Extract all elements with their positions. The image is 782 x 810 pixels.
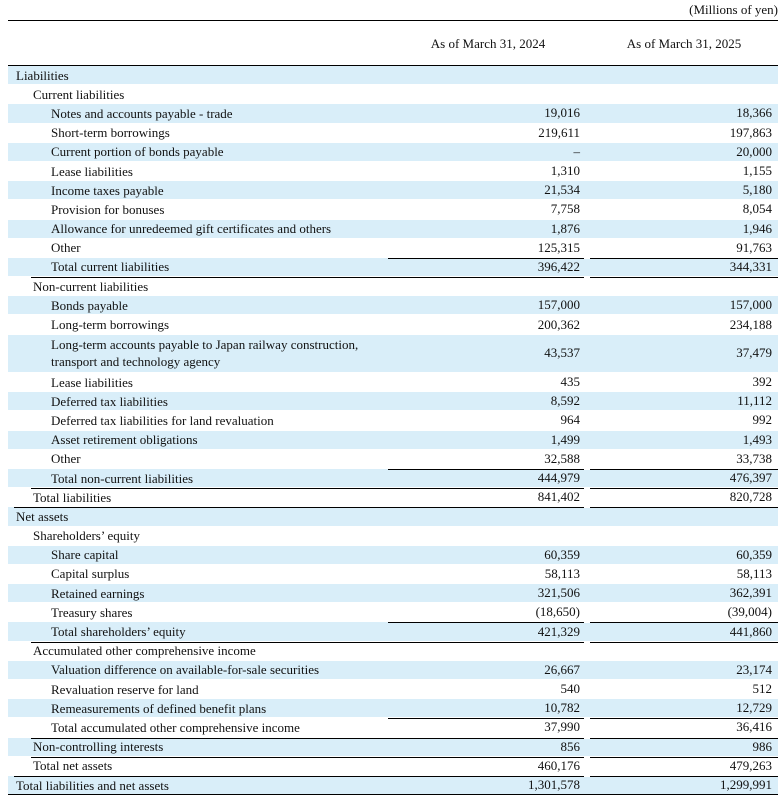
row-label: Current portion of bonds payable	[51, 144, 224, 160]
value-2025	[590, 642, 772, 660]
rule-line	[388, 718, 778, 719]
value-2024: 43,537	[544, 345, 580, 361]
value-2024: 7,758	[550, 201, 580, 217]
value-2024: 157,000	[537, 297, 580, 313]
value-2025: 476,397	[729, 470, 772, 486]
row-label: Total current liabilities	[51, 259, 170, 275]
row-label: Other	[51, 240, 81, 256]
row-label: Total shareholders’ equity	[51, 624, 186, 640]
row-label: Remeasurements of defined benefit plans	[51, 700, 267, 716]
value-2024: 58,113	[544, 565, 580, 581]
rule-line	[31, 277, 778, 278]
unit-label: (Millions of yen)	[689, 2, 778, 17]
value-2024: 1,301,578	[528, 777, 580, 793]
table-row	[8, 603, 778, 622]
value-2025: 91,763	[736, 239, 772, 255]
value-2024: 444,979	[537, 470, 580, 486]
value-2024: 37,990	[544, 719, 580, 735]
table-row	[8, 296, 778, 315]
value-2024: 321,506	[537, 585, 580, 601]
value-2025: 60,359	[736, 546, 772, 562]
value-2025	[590, 527, 772, 545]
row-label: Share capital	[51, 547, 119, 563]
table-row	[8, 220, 778, 239]
value-2025: 1,493	[742, 431, 772, 447]
value-2025: 20,000	[736, 143, 772, 159]
value-2024: 396,422	[537, 258, 580, 274]
table-row	[8, 622, 778, 641]
table-row	[8, 181, 778, 200]
value-2024: 60,359	[544, 546, 580, 562]
table-row	[8, 66, 778, 85]
value-2024: (18,650)	[535, 604, 580, 620]
table-row	[8, 718, 778, 737]
table-row	[8, 335, 778, 373]
value-2024: 421,329	[537, 623, 580, 639]
row-label: Capital surplus	[51, 566, 130, 582]
value-2025: 820,728	[729, 489, 772, 505]
rule-line	[31, 642, 778, 643]
value-2024	[388, 507, 580, 525]
rule-line	[31, 738, 778, 739]
value-2024: 964	[560, 412, 580, 428]
value-2025: 37,479	[736, 345, 772, 361]
column-2024: As of March 31, 2024	[430, 36, 546, 51]
value-2024: 435	[560, 374, 580, 390]
row-label: Bonds payable	[51, 297, 128, 313]
row-label: Revaluation reserve for land	[51, 681, 199, 697]
value-2025: 344,331	[729, 258, 772, 274]
row-label: Accumulated other comprehensive income	[33, 643, 256, 659]
table-row	[8, 104, 778, 123]
value-2024: 26,667	[544, 661, 580, 677]
row-label: Long-term accounts payable to Japan railway construction, transport and technology agency	[51, 337, 359, 370]
table-row	[8, 642, 778, 661]
row-label: Lease liabilities	[51, 163, 133, 179]
table-row	[8, 488, 778, 507]
value-2024: –	[573, 143, 580, 159]
table-row	[8, 680, 778, 699]
value-2025: 8,054	[742, 201, 772, 217]
value-2024: 1,876	[550, 220, 580, 236]
value-2025: 18,366	[736, 105, 772, 121]
row-label: Shareholders’ equity	[33, 528, 140, 544]
rule-line	[14, 776, 778, 777]
value-2025: 1,299,991	[720, 777, 772, 793]
table-row	[8, 373, 778, 392]
value-2025: 1,155	[742, 163, 772, 179]
table-row	[8, 469, 778, 488]
row-label: Deferred tax liabilities for land revaluation	[51, 412, 274, 428]
value-2025: (39,004)	[727, 604, 772, 620]
value-2024: 219,611	[538, 124, 580, 140]
value-2024: 460,176	[537, 757, 580, 773]
value-2024: 10,782	[544, 700, 580, 716]
row-label: Lease liabilities	[51, 374, 133, 390]
row-label: Notes and accounts payable - trade	[51, 105, 233, 121]
value-2024: 841,402	[537, 489, 580, 505]
value-2024	[388, 642, 580, 660]
row-label: Short-term borrowings	[51, 125, 170, 141]
value-2025: 157,000	[729, 297, 772, 313]
column-2025: As of March 31, 2025	[626, 36, 742, 51]
value-2025: 234,188	[729, 316, 772, 332]
value-2024: 1,310	[550, 163, 580, 179]
value-2025: 479,263	[729, 757, 772, 773]
rule-line	[14, 507, 778, 508]
table-row	[8, 661, 778, 680]
table-row	[8, 277, 778, 296]
table-row	[8, 239, 778, 258]
table-row	[8, 738, 778, 757]
table-row	[8, 315, 778, 334]
row-label: Total net assets	[33, 758, 113, 774]
table-row	[8, 431, 778, 450]
table-row	[8, 392, 778, 411]
row-label: Current liabilities	[33, 86, 125, 102]
value-2024: 540	[560, 681, 580, 697]
value-2025	[590, 277, 772, 295]
value-2025: 36,416	[736, 719, 772, 735]
row-label: Income taxes payable	[51, 182, 164, 198]
balance-sheet-table	[8, 66, 778, 795]
value-2024	[388, 85, 580, 103]
value-2024: 19,016	[544, 105, 580, 121]
row-label: Non-current liabilities	[33, 278, 149, 294]
rule-line	[31, 488, 778, 489]
value-2024	[388, 277, 580, 295]
value-2025: 392	[752, 374, 772, 390]
value-2024: 125,315	[537, 239, 580, 255]
row-label: Non-controlling interests	[33, 739, 164, 755]
value-2024: 200,362	[537, 316, 580, 332]
row-label: Retained earnings	[51, 585, 145, 601]
table-row	[8, 450, 778, 469]
row-label: Treasury shares	[51, 604, 133, 620]
value-2025: 362,391	[729, 585, 772, 601]
table-row	[8, 411, 778, 430]
row-label: Deferred tax liabilities	[51, 393, 168, 409]
row-label: Provision for bonuses	[51, 201, 165, 217]
column-header	[8, 20, 778, 66]
value-2025: 33,738	[736, 450, 772, 466]
value-2025	[590, 66, 772, 84]
table-row	[8, 162, 778, 181]
table-row	[8, 200, 778, 219]
value-2025: 197,863	[729, 124, 772, 140]
row-label: Liabilities	[16, 67, 69, 83]
row-label: Allowance for unredeemed gift certificates and others	[51, 221, 332, 237]
value-2024	[388, 66, 580, 84]
value-2025: 512	[752, 681, 772, 697]
value-2025: 992	[752, 412, 772, 428]
rule-line	[388, 469, 778, 470]
value-2024	[388, 527, 580, 545]
row-label: Total liabilities	[33, 489, 112, 505]
row-label: Long-term borrowings	[51, 317, 170, 333]
table-row	[8, 507, 778, 526]
rule-line	[388, 258, 778, 259]
rule-line	[31, 757, 778, 758]
value-2025: 58,113	[736, 565, 772, 581]
value-2025: 12,729	[736, 700, 772, 716]
row-label: Net assets	[16, 508, 69, 524]
value-2024: 8,592	[550, 393, 580, 409]
value-2025: 23,174	[736, 661, 772, 677]
value-2024: 856	[560, 738, 580, 754]
row-label: Other	[51, 451, 81, 467]
table-row	[8, 85, 778, 104]
row-label: Total non-current liabilities	[51, 470, 194, 486]
value-2025	[590, 85, 772, 103]
table-row	[8, 584, 778, 603]
value-2025: 986	[752, 738, 772, 754]
value-2025: 441,860	[729, 623, 772, 639]
row-label: Total accumulated other comprehensive income	[51, 719, 300, 735]
table-row	[8, 527, 778, 546]
table-row	[8, 699, 778, 718]
table-row	[8, 124, 778, 143]
rule-line	[388, 622, 778, 623]
value-2025: 1,946	[742, 220, 772, 236]
table-row	[8, 776, 778, 795]
value-2024: 32,588	[544, 450, 580, 466]
value-2024: 1,499	[550, 431, 580, 447]
value-2024: 21,534	[544, 182, 580, 198]
table-row	[8, 143, 778, 162]
row-label: Valuation difference on available-for-sale securities	[51, 662, 320, 678]
table-row	[8, 565, 778, 584]
value-2025: 11,112	[737, 393, 772, 409]
table-row	[8, 757, 778, 776]
row-label: Total liabilities and net assets	[16, 777, 169, 793]
table-row	[8, 258, 778, 277]
row-label: Asset retirement obligations	[51, 432, 198, 448]
value-2025: 5,180	[742, 182, 772, 198]
value-2025	[590, 507, 772, 525]
table-row	[8, 546, 778, 565]
